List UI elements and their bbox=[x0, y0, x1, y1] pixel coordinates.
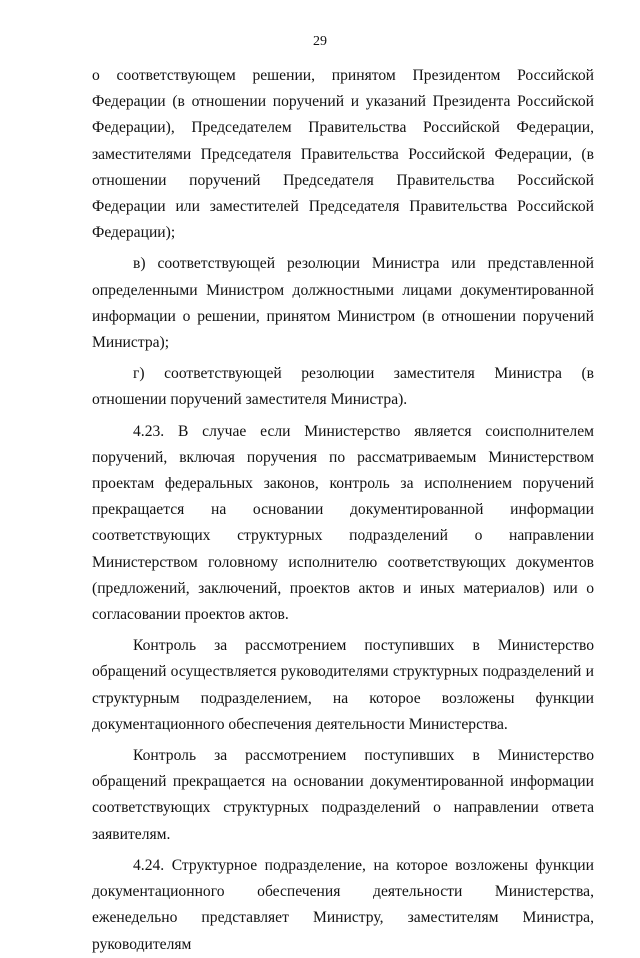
document-body bbox=[92, 63, 594, 958]
paragraph-item-v: в) соответствующей резолюции Министра или представленной определенными Министром должностными лицами документированной информации о решении, принятом Министром (в отношении поручений Министра); bbox=[92, 255, 594, 352]
paragraph-4-24: 4.24. Структурное подразделение, на которое возложены функции документационного обеспечения деятельности Министерства, еженедельно представляет Министру, заместителям Министра, руководителям bbox=[92, 856, 594, 953]
paragraph-control-termination: Контроль за рассмотрением поступивших в Министерство обращений прекращается на основании документированной информации соответствующих структурных подразделений о направлении ответа заявителям. bbox=[92, 747, 594, 843]
paragraph-continuation: о соответствующем решении, принятом Президентом Российской Федерации (в отношении поручений и указаний Президента Российской Федерации), Председателем Правительства Российской Федерации, заместителями Председателя Правительства Российской Федерации, (в отношении поручений Председателя Правительства Российской Федерации или заместителей Председателя Правительства Российской Федерации); bbox=[92, 67, 594, 242]
paragraph-item-g: г) соответствующей резолюции заместителя Министра (в отношении поручений заместителя Министра). bbox=[92, 365, 594, 409]
paragraph-control-appeals: Контроль за рассмотрением поступивших в Министерство обращений осуществляется руководителями структурных подразделений и структурным подразделением, на которое возложены функции документационного обеспечения деятельности Министерства. bbox=[92, 637, 594, 733]
page-number: 29 bbox=[313, 34, 327, 49]
paragraph-4-23: 4.23. В случае если Министерство является соисполнителем поручений, включая поручения по рассматриваемым Министерством проектам федеральных законов, контроль за исполнением поручений прекращается на основании документированной информации соответствующих структурных подразделений о направлении Министерством головному исполнителю соответствующих документов (предложений, заключений, проектов актов и иных материалов) или о согласовании проектов актов. bbox=[92, 422, 594, 624]
